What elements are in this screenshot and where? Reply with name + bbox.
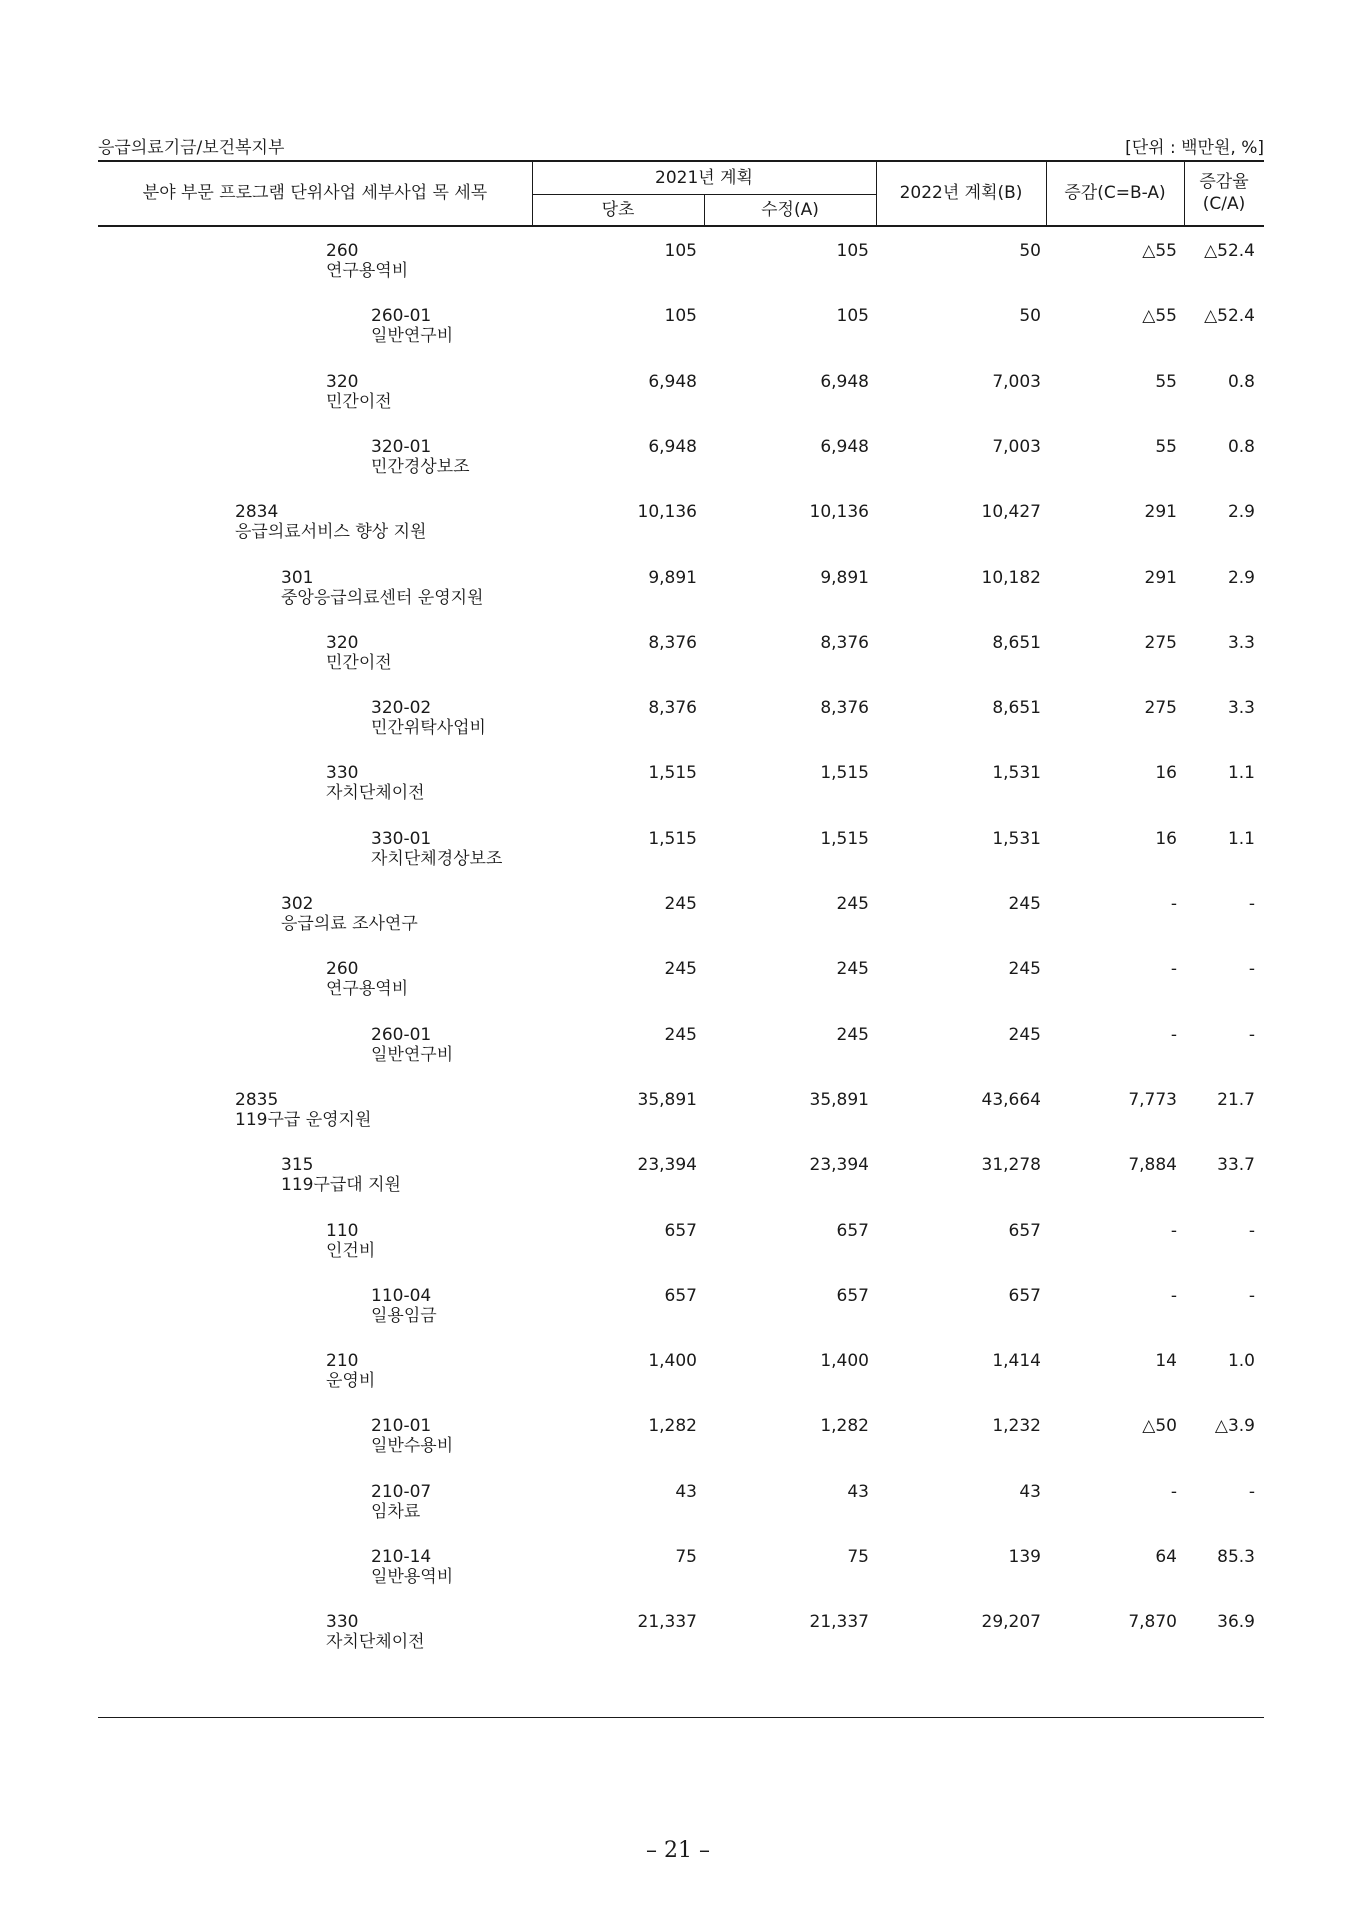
table-row — [0, 1482, 1356, 1546]
table-row — [0, 763, 1356, 827]
row-code: 210-07 — [371, 1481, 432, 1502]
row-code: 330-01 — [371, 828, 432, 849]
cell-plan-2022: 50 — [1019, 306, 1041, 327]
cell-original: 35,891 — [637, 1089, 697, 1110]
cell-plan-2022: 1,414 — [992, 1351, 1041, 1372]
cell-revised: 1,400 — [820, 1351, 869, 1372]
table-row — [0, 306, 1356, 370]
column-header-category: 분야 부문 프로그램 단위사업 세부사업 목 세목 — [142, 183, 488, 203]
cell-revised: 245 — [836, 1024, 869, 1045]
cell-change: △55 — [1142, 306, 1177, 327]
cell-revised: 21,337 — [809, 1612, 869, 1633]
unit-note: [단위 : 백만원, %] — [1125, 138, 1264, 158]
cell-revised: 6,948 — [820, 371, 869, 392]
cell-revised: 245 — [836, 959, 869, 980]
cell-revised: 75 — [847, 1547, 869, 1567]
cell-revised: 245 — [836, 894, 869, 914]
cell-change: - — [1170, 1285, 1177, 1306]
row-code: 110 — [326, 1220, 359, 1241]
column-header-rate-top: 증감율 — [1199, 172, 1249, 192]
row-name: 임차료 — [371, 1501, 421, 1522]
cell-original: 8,376 — [648, 698, 697, 719]
row-code: 210-14 — [371, 1547, 432, 1567]
row-name: 119구급 운영지원 — [235, 1109, 372, 1130]
cell-rate: 85.3 — [1217, 1547, 1255, 1567]
cell-revised: 43 — [847, 1481, 869, 1502]
cell-original: 23,394 — [637, 1155, 697, 1176]
cell-original: 43 — [675, 1481, 697, 1502]
cell-rate: 3.3 — [1227, 698, 1255, 719]
cell-revised: 1,515 — [820, 763, 869, 784]
cell-rate: 1.0 — [1227, 1351, 1255, 1372]
cell-revised: 23,394 — [809, 1155, 869, 1176]
cell-plan-2022: 245 — [1008, 1024, 1041, 1045]
cell-plan-2022: 50 — [1019, 241, 1041, 261]
column-header-rate-bottom: (C/A) — [1202, 194, 1246, 214]
cell-plan-2022: 8,651 — [992, 698, 1041, 719]
cell-revised: 6,948 — [820, 436, 869, 457]
cell-rate: △52.4 — [1204, 306, 1255, 327]
cell-original: 8,376 — [648, 632, 697, 653]
cell-revised: 9,891 — [820, 567, 869, 588]
cell-original: 1,282 — [648, 1416, 697, 1437]
cell-change: 291 — [1144, 567, 1177, 588]
row-name: 119구급대 지원 — [281, 1175, 401, 1196]
cell-original: 1,515 — [648, 828, 697, 849]
cell-plan-2022: 245 — [1008, 894, 1041, 914]
cell-change: 16 — [1155, 828, 1177, 849]
cell-plan-2022: 1,531 — [992, 763, 1041, 784]
cell-rate: 33.7 — [1217, 1155, 1255, 1176]
table-row — [0, 894, 1356, 958]
cell-revised: 105 — [836, 306, 869, 327]
cell-change: 14 — [1155, 1351, 1177, 1372]
cell-plan-2022: 8,651 — [992, 632, 1041, 653]
cell-change: 7,884 — [1128, 1155, 1177, 1176]
row-name: 일반연구비 — [371, 1044, 454, 1065]
row-name: 응급의료 조사연구 — [281, 914, 418, 934]
cell-rate: - — [1248, 1285, 1255, 1306]
cell-revised: 35,891 — [809, 1089, 869, 1110]
table-row — [0, 1025, 1356, 1089]
cell-revised: 1,282 — [820, 1416, 869, 1437]
column-header-original: 당초 — [601, 200, 635, 220]
table-row — [0, 633, 1356, 697]
cell-change: - — [1170, 1481, 1177, 1502]
table-row — [0, 437, 1356, 501]
table-row — [0, 1155, 1356, 1219]
row-name: 자치단체이전 — [326, 783, 425, 804]
cell-change: 64 — [1155, 1547, 1177, 1567]
column-header-plan-2021: 2021년 계획 — [655, 168, 753, 188]
table-row — [0, 568, 1356, 632]
column-header-plan-2022: 2022년 계획(B) — [899, 183, 1023, 203]
cell-revised: 10,136 — [809, 502, 869, 523]
cell-plan-2022: 1,232 — [992, 1416, 1041, 1437]
cell-rate: - — [1248, 959, 1255, 980]
column-header-revised: 수정(A) — [761, 200, 819, 220]
cell-revised: 105 — [836, 241, 869, 261]
row-name: 일반수용비 — [371, 1436, 454, 1457]
cell-revised: 8,376 — [820, 698, 869, 719]
cell-rate: - — [1248, 1220, 1255, 1241]
cell-original: 9,891 — [648, 567, 697, 588]
cell-original: 245 — [664, 959, 697, 980]
table-row — [0, 1090, 1356, 1154]
cell-revised: 1,515 — [820, 828, 869, 849]
cell-rate: 2.9 — [1227, 502, 1255, 523]
cell-change: 55 — [1155, 436, 1177, 457]
row-code: 320 — [326, 371, 359, 392]
row-code: 260 — [326, 959, 359, 980]
cell-rate: 1.1 — [1227, 828, 1255, 849]
row-name: 일반용역비 — [371, 1567, 454, 1587]
cell-change: - — [1170, 1220, 1177, 1241]
row-code: 210-01 — [371, 1416, 432, 1437]
cell-plan-2022: 657 — [1008, 1220, 1041, 1241]
row-name: 중앙응급의료센터 운영지원 — [281, 587, 484, 608]
cell-rate: 21.7 — [1217, 1089, 1255, 1110]
row-code: 320 — [326, 632, 359, 653]
row-code: 260-01 — [371, 306, 432, 327]
row-code: 210 — [326, 1351, 359, 1372]
row-name: 민간이전 — [326, 391, 392, 412]
cell-plan-2022: 7,003 — [992, 436, 1041, 457]
cell-change: 7,870 — [1128, 1612, 1177, 1633]
cell-plan-2022: 657 — [1008, 1285, 1041, 1306]
cell-rate: - — [1248, 894, 1255, 914]
cell-change: 16 — [1155, 763, 1177, 784]
table-row — [0, 959, 1356, 1023]
row-name: 응급의료서비스 향상 지원 — [235, 522, 427, 543]
agency-title: 응급의료기금/보건복지부 — [98, 138, 285, 158]
cell-change: 55 — [1155, 371, 1177, 392]
table-row — [0, 1547, 1356, 1611]
row-name: 연구용역비 — [326, 979, 409, 1000]
cell-revised: 657 — [836, 1285, 869, 1306]
cell-rate: 3.3 — [1227, 632, 1255, 653]
row-code: 330 — [326, 763, 359, 784]
table-row — [0, 502, 1356, 566]
cell-rate: △52.4 — [1204, 241, 1255, 261]
cell-original: 6,948 — [648, 371, 697, 392]
cell-rate: - — [1248, 1481, 1255, 1502]
row-code: 302 — [281, 894, 314, 914]
cell-change: - — [1170, 959, 1177, 980]
row-code: 260 — [326, 241, 359, 261]
cell-rate: 36.9 — [1217, 1612, 1255, 1633]
cell-plan-2022: 139 — [1008, 1547, 1041, 1567]
row-code: 2835 — [235, 1089, 279, 1110]
cell-rate: 0.8 — [1227, 436, 1255, 457]
cell-original: 75 — [675, 1547, 697, 1567]
cell-original: 657 — [664, 1285, 697, 1306]
row-code: 2834 — [235, 502, 279, 523]
cell-revised: 8,376 — [820, 632, 869, 653]
table-row — [0, 372, 1356, 436]
row-name: 운영비 — [326, 1371, 376, 1392]
cell-rate: 1.1 — [1227, 763, 1255, 784]
row-code: 320-02 — [371, 698, 432, 719]
cell-rate: 2.9 — [1227, 567, 1255, 588]
row-name: 연구용역비 — [326, 261, 409, 281]
cell-original: 105 — [664, 241, 697, 261]
row-name: 민간위탁사업비 — [371, 718, 486, 739]
page-number: – 21 – — [646, 1838, 710, 1863]
cell-plan-2022: 10,427 — [981, 502, 1041, 523]
table-row — [0, 1221, 1356, 1285]
row-name: 일반연구비 — [371, 326, 454, 347]
cell-change: - — [1170, 1024, 1177, 1045]
row-code: 315 — [281, 1155, 314, 1176]
cell-change: 275 — [1144, 632, 1177, 653]
cell-change: △50 — [1142, 1416, 1177, 1437]
row-code: 301 — [281, 567, 314, 588]
cell-change: - — [1170, 894, 1177, 914]
cell-change: 7,773 — [1128, 1089, 1177, 1110]
cell-rate: △3.9 — [1214, 1416, 1255, 1437]
row-name: 민간경상보조 — [371, 456, 470, 477]
cell-change: 275 — [1144, 698, 1177, 719]
table-row — [0, 1416, 1356, 1480]
cell-original: 1,515 — [648, 763, 697, 784]
cell-rate: 0.8 — [1227, 371, 1255, 392]
table-row — [0, 698, 1356, 762]
cell-rate: - — [1248, 1024, 1255, 1045]
cell-plan-2022: 245 — [1008, 959, 1041, 980]
row-name: 자치단체이전 — [326, 1632, 425, 1653]
cell-original: 10,136 — [637, 502, 697, 523]
cell-change: 291 — [1144, 502, 1177, 523]
cell-original: 1,400 — [648, 1351, 697, 1372]
table-row — [0, 1351, 1356, 1415]
cell-revised: 657 — [836, 1220, 869, 1241]
row-code: 320-01 — [371, 436, 432, 457]
row-code: 110-04 — [371, 1285, 432, 1306]
column-header-change: 증감(C=B-A) — [1064, 183, 1166, 203]
cell-plan-2022: 7,003 — [992, 371, 1041, 392]
row-name: 민간이전 — [326, 652, 392, 673]
row-name: 인건비 — [326, 1240, 376, 1261]
table-row — [0, 829, 1356, 893]
cell-original: 245 — [664, 894, 697, 914]
cell-change: △55 — [1142, 241, 1177, 261]
cell-plan-2022: 29,207 — [981, 1612, 1041, 1633]
row-name: 일용임금 — [371, 1305, 437, 1326]
cell-plan-2022: 43,664 — [981, 1089, 1041, 1110]
cell-original: 245 — [664, 1024, 697, 1045]
table-row — [0, 1612, 1356, 1676]
cell-plan-2022: 31,278 — [981, 1155, 1041, 1176]
cell-plan-2022: 43 — [1019, 1481, 1041, 1502]
cell-plan-2022: 1,531 — [992, 828, 1041, 849]
cell-original: 21,337 — [637, 1612, 697, 1633]
cell-plan-2022: 10,182 — [981, 567, 1041, 588]
cell-original: 657 — [664, 1220, 697, 1241]
table-row — [0, 241, 1356, 305]
cell-original: 6,948 — [648, 436, 697, 457]
row-code: 260-01 — [371, 1024, 432, 1045]
row-code: 330 — [326, 1612, 359, 1633]
table-bottom-rule — [98, 1717, 1264, 1718]
row-name: 자치단체경상보조 — [371, 848, 503, 869]
cell-original: 105 — [664, 306, 697, 327]
table-row — [0, 1286, 1356, 1350]
